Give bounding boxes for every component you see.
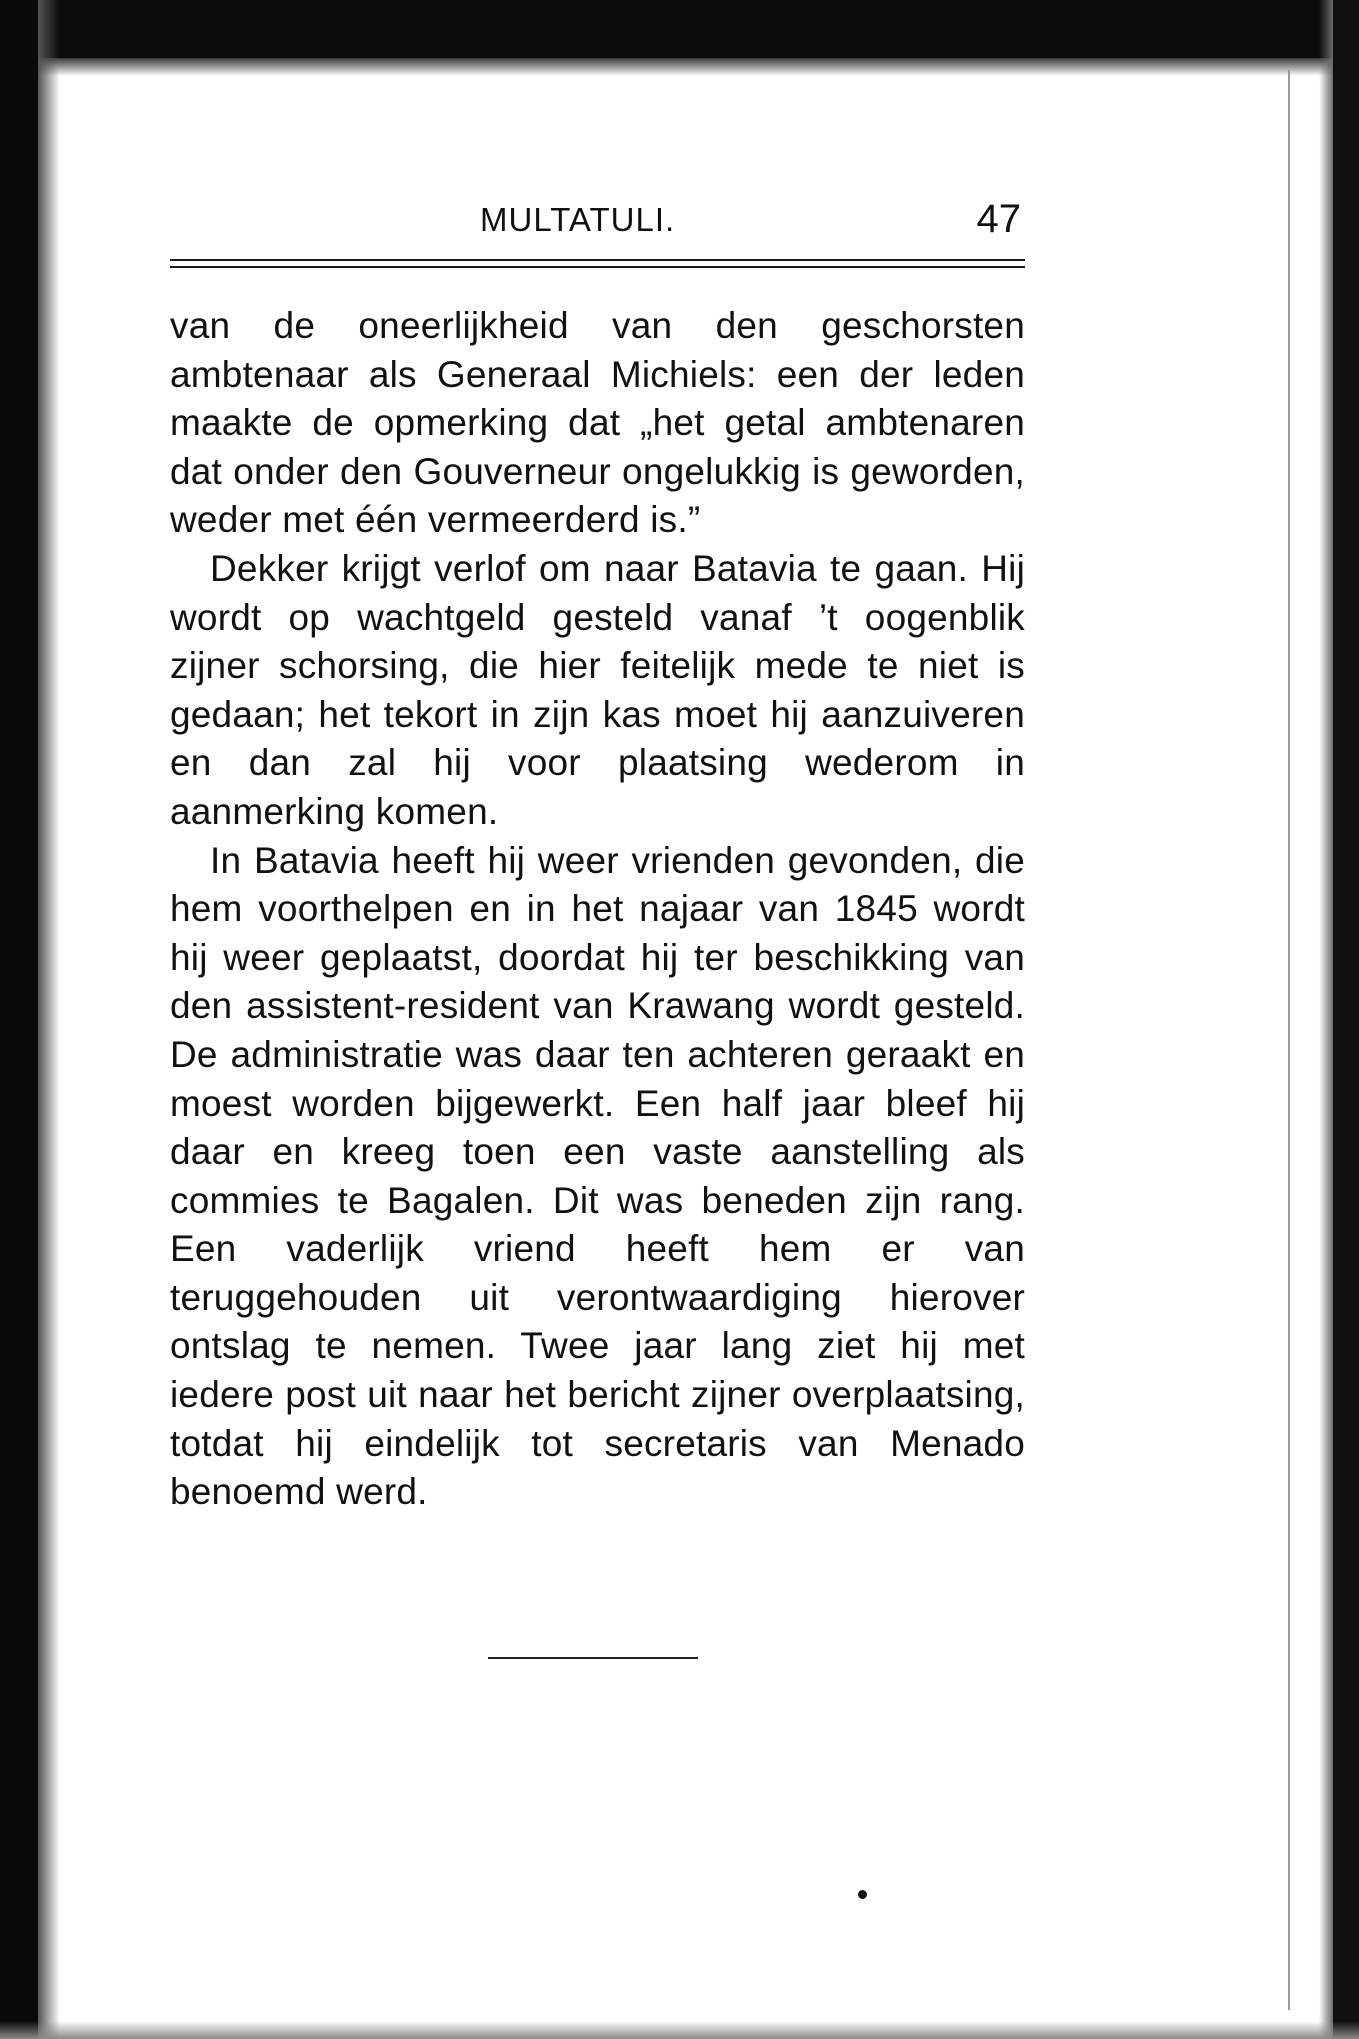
scan-border-bottom <box>0 2021 1359 2039</box>
header-rule-upper <box>170 259 1025 261</box>
scan-border-left <box>0 0 38 2039</box>
section-end-rule <box>488 1657 698 1659</box>
paragraph: In Batavia heeft hij weer vrienden gevonden, die hem voorthelpen en in het najaar van 1845 wordt hij weer geplaatst, doordat hij ter beschikking van den assistent-resident van Krawang wordt gesteld. De administratie was daar ten achteren geraakt en moest worden bijgewerkt. Een half jaar bleef hij daar en kreeg toen een vaste aanstelling als commies te Bagalen. Dit was beneden zijn rang. Een vaderlijk vriend heeft hem er van teruggehouden uit verontwaardiging hierover ontslag te nemen. Twee jaar lang ziet hij met iedere post uit naar het bericht zijner overplaatsing, totdat hij eindelijk tot secretaris van Menado benoemd werd. <box>170 839 1025 1513</box>
body-text <box>170 302 1025 1517</box>
running-title: MULTATULI. <box>480 201 676 238</box>
scan-margin-line <box>1288 70 1290 2010</box>
running-header <box>170 198 1025 248</box>
header-rule-lower <box>170 266 1025 268</box>
paragraph: Dekker krijgt verlof om naar Batavia te gaan. Hij wordt op wachtgeld gesteld vanaf ’t oogenblik zijner schorsing, die hier feitelijk mede te niet is gedaan; het tekort in zijn kas moet hij aanzuiveren en dan zal hij voor plaatsing wederom in aanmerking komen. <box>170 547 1025 832</box>
scan-border-top <box>0 0 1359 58</box>
ink-speck <box>858 1890 867 1899</box>
paragraph-continued: van de oneerlijkheid van den geschorsten ambtenaar als Generaal Michiels: een der leden maakte de opmerking dat „het getal ambtenaren dat onder den Gouverneur ongelukkig is geworden, weder met één vermeerderd is.” <box>170 305 1025 541</box>
scan-shadow-top <box>0 58 1359 76</box>
scan-border-right <box>1333 0 1359 2039</box>
scan-shadow-right <box>1319 0 1333 2039</box>
scan-shadow-left <box>38 0 60 2039</box>
page-number: 47 <box>976 197 1021 241</box>
